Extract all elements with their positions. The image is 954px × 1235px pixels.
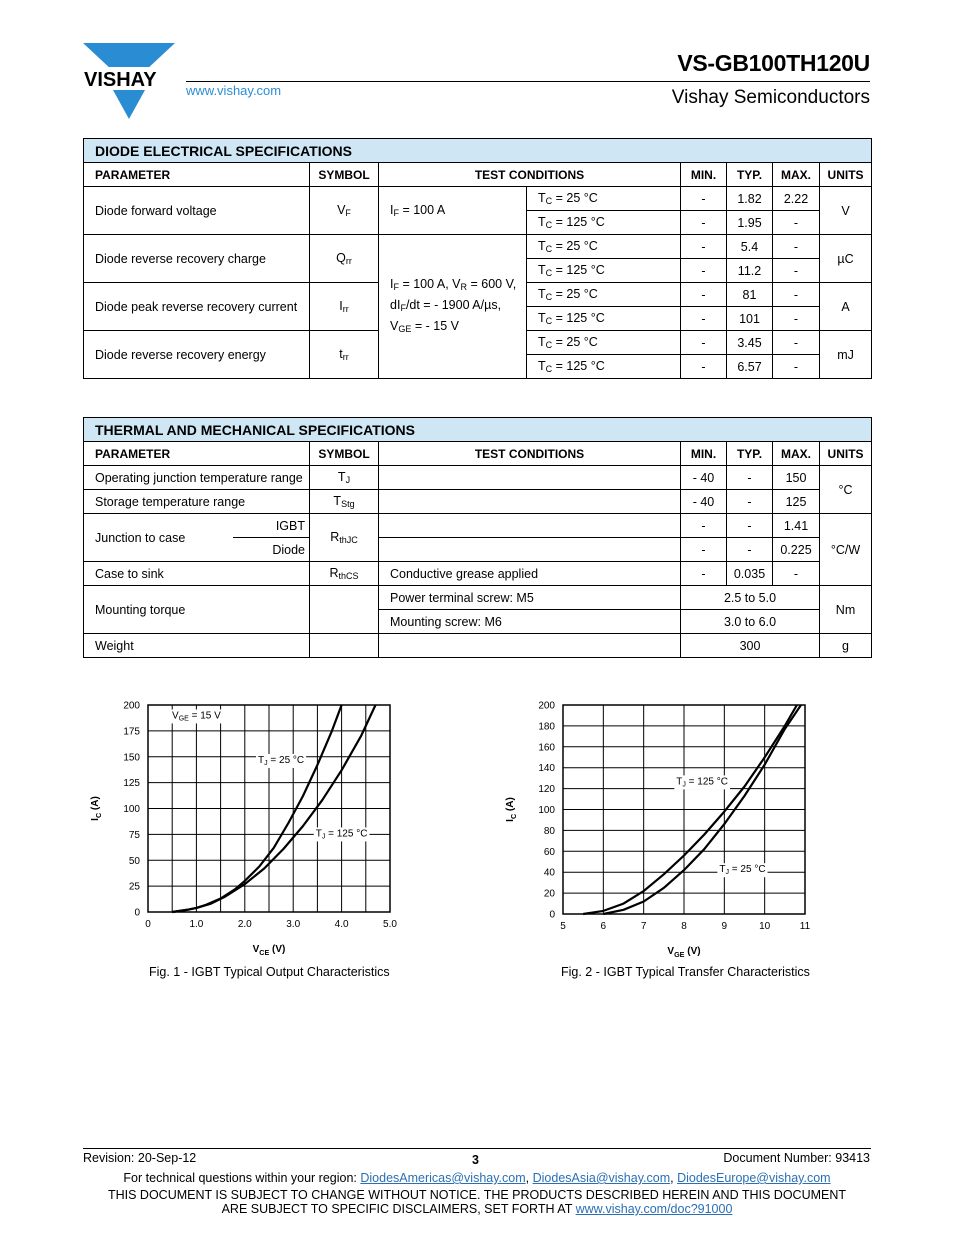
table-row: Mounting torque Power terminal screw: M5 2.5 to 5.0 Nm	[84, 586, 872, 610]
col-max: MAX.	[773, 163, 820, 187]
logo-text: VISHAY	[84, 69, 157, 91]
diode-table-title: DIODE ELECTRICAL SPECIFICATIONS	[84, 139, 872, 163]
table-row: Junction to case IGBT $R_{thJC}$ - - 1.41 °C/W	[84, 514, 872, 538]
col-units: UNITS	[820, 163, 872, 187]
table-row: Operating junction temperature range $T_J$ - 40 - 150 °C	[84, 466, 872, 490]
chart-annotation-0-text: $T_J = 125$ °C	[676, 776, 729, 789]
table-row: Storage temperature range $T_{Stg}$ - 40 - 125	[84, 490, 872, 514]
x-tick-label: 5.0	[383, 919, 397, 930]
chart-annotation-1	[256, 754, 306, 768]
x-tick-label: 10	[759, 921, 771, 932]
col-min: MIN.	[681, 163, 727, 187]
col-parameter: PARAMETER	[84, 163, 310, 187]
disclaimer-line-2: ARE SUBJECT TO SPECIFIC DISCLAIMERS, SET FORTH AT www.vishay.com/doc?91000	[221, 1202, 733, 1216]
chart-annotation-0-text: $V_{GE} = 15$ V	[172, 710, 221, 723]
y-tick-label: 75	[128, 829, 140, 841]
email-europe-link[interactable]: DiodesEurope@vishay.com	[677, 1171, 831, 1185]
y-tick-label: 0	[549, 909, 555, 921]
table-row: $T_C = 125$ °C - 6.57 -	[84, 355, 872, 379]
table-row: Mounting screw: M6 3.0 to 6.0	[84, 610, 872, 634]
y-tick-label: 175	[123, 726, 140, 738]
y-tick-label: 0	[134, 907, 140, 919]
x-tick-label: 9	[721, 921, 728, 932]
x-tick-label: 2.0	[237, 919, 252, 930]
y-tick-label: 60	[543, 846, 555, 858]
x-tick-label: 4.0	[334, 919, 349, 930]
table-row: Diode - - 0.225	[84, 538, 872, 562]
col-max: MAX.	[773, 442, 820, 466]
col-symbol: SYMBOL	[310, 163, 379, 187]
x-tick-label: 3.0	[286, 919, 301, 930]
revision: Revision: 20-Sep-12	[83, 1151, 197, 1165]
header-rule	[186, 81, 870, 82]
thermal-table-title: THERMAL AND MECHANICAL SPECIFICATIONS	[84, 418, 872, 442]
y-tick-label: 120	[538, 784, 555, 796]
email-americas-link[interactable]: DiodesAmericas@vishay.com	[360, 1171, 526, 1185]
table-row: Diode forward voltage $V_F$ $I_F = 100$ A $T_C = 25$ °C - 1.82 2.22 V	[84, 187, 872, 211]
col-symbol: SYMBOL	[310, 442, 379, 466]
x-tick-label: 7	[640, 921, 647, 932]
y-tick-label: 200	[538, 700, 555, 712]
x-tick-label: 5	[560, 921, 566, 932]
y-tick-label: 200	[123, 700, 140, 712]
igbt-output-characteristics-chart	[80, 695, 420, 960]
chart-annotation-2	[314, 827, 370, 841]
y-tick-label: 80	[543, 825, 555, 837]
x-tick-label: 11	[799, 921, 811, 932]
page-number: 3	[472, 1153, 479, 1167]
y-tick-label: 25	[128, 881, 140, 893]
chart-annotation-0	[170, 709, 223, 723]
part-number: VS-GB100TH120U	[677, 50, 870, 76]
col-typ: TYP.	[727, 163, 773, 187]
y-tick-label: 40	[543, 867, 555, 879]
email-asia-link[interactable]: DiodesAsia@vishay.com	[532, 1171, 671, 1185]
y-tick-label: 20	[543, 888, 555, 900]
symbol: $V_F$	[310, 187, 379, 235]
col-parameter: PARAMETER	[84, 442, 310, 466]
shared-test-condition: $I_F = 100$ A, $V_R = 600$ V, $dI_F/dt$ = - 1900 A/µs, $V_{GE}$ = - 15 V	[379, 235, 527, 379]
symbol: $t_{rr}$	[310, 331, 379, 379]
vishay-logo	[83, 43, 175, 119]
disclaimer-link[interactable]: www.vishay.com/doc?91000	[575, 1202, 733, 1216]
table-row: $T_C = 125$ °C - 101 -	[84, 307, 872, 331]
contact-line: For technical questions within your region: DiodesAmericas@vishay.com, DiodesAsia@vishay.com, DiodesEurope@vishay.com	[123, 1171, 831, 1185]
table-row: Diode peak reverse recovery current $I_{rr}$ $T_C = 25$ °C - 81 - A	[84, 283, 872, 307]
company-name: Vishay Semiconductors	[671, 87, 870, 108]
document-number: Document Number: 93413	[723, 1151, 870, 1165]
y-axis-title: $I_C$ (A)	[505, 797, 518, 822]
symbol: $I_{rr}$	[310, 283, 379, 331]
website-link[interactable]: www.vishay.com	[186, 83, 282, 98]
x-tick-label: 1.0	[189, 919, 204, 930]
thermal-specs-table	[83, 417, 872, 658]
table-row: Diode reverse recovery charge $Q_{rr}$ $I_F = 100$ A, $V_R = 600$ V, $dI_F/dt$ = - 1900 A/µs, $V_{GE}$ = - 15 V $T_C = 25$ °C - 5.4 - µC	[84, 235, 872, 259]
y-tick-label: 180	[538, 721, 555, 733]
diode-specs-table	[83, 138, 872, 379]
y-axis-title: $I_C$ (A)	[90, 796, 103, 821]
y-tick-label: 100	[538, 805, 555, 816]
col-test-conditions: TEST CONDITIONS	[379, 442, 681, 466]
x-axis-title: $V_{CE}$ (V)	[252, 944, 286, 957]
footer-rule	[83, 1148, 871, 1149]
chart-annotation-1-text: $T_J = 25$ °C	[719, 864, 766, 877]
fig1-caption: Fig. 1 - IGBT Typical Output Characteristics	[149, 965, 390, 979]
chart-annotation-0	[674, 775, 730, 789]
x-tick-label: 6	[600, 921, 607, 932]
fig2-caption: Fig. 2 - IGBT Typical Transfer Characteristics	[561, 965, 810, 979]
x-axis-title: $V_{GE}$ (V)	[667, 946, 701, 959]
table-row: Diode reverse recovery energy $t_{rr}$ $T_C = 25$ °C - 3.45 - mJ	[84, 331, 872, 355]
chart-annotation-1-text: $T_J = 25$ °C	[258, 754, 305, 767]
col-units: UNITS	[820, 442, 872, 466]
chart-annotation-2-text: $T_J = 125$ °C	[315, 828, 368, 841]
y-tick-label: 50	[128, 855, 140, 867]
table-row: $T_C = 125$ °C - 1.95 -	[84, 211, 872, 235]
test-condition: $I_F = 100$ A	[379, 187, 527, 235]
x-tick-label: 8	[681, 921, 687, 932]
col-min: MIN.	[681, 442, 727, 466]
chart-annotation-1	[717, 863, 767, 877]
y-tick-label: 160	[538, 742, 555, 754]
col-test-conditions: TEST CONDITIONS	[379, 163, 681, 187]
col-typ: TYP.	[727, 442, 773, 466]
igbt-transfer-characteristics-chart	[495, 695, 825, 965]
y-tick-label: 150	[123, 752, 140, 764]
table-row: $T_C = 125$ °C - 11.2 -	[84, 259, 872, 283]
table-row: Case to sink $R_{thCS}$ Conductive grease applied - 0.035 -	[84, 562, 872, 586]
y-tick-label: 140	[538, 763, 555, 775]
table-row: Weight 300 g	[84, 634, 872, 658]
y-tick-label: 125	[123, 778, 140, 790]
symbol: $Q_{rr}$	[310, 235, 379, 283]
y-tick-label: 100	[123, 804, 140, 815]
x-tick-label: 0	[145, 919, 151, 930]
disclaimer-line-1: THIS DOCUMENT IS SUBJECT TO CHANGE WITHOUT NOTICE. THE PRODUCTS DESCRIBED HEREIN AND THIS DOCUMENT	[107, 1188, 847, 1202]
